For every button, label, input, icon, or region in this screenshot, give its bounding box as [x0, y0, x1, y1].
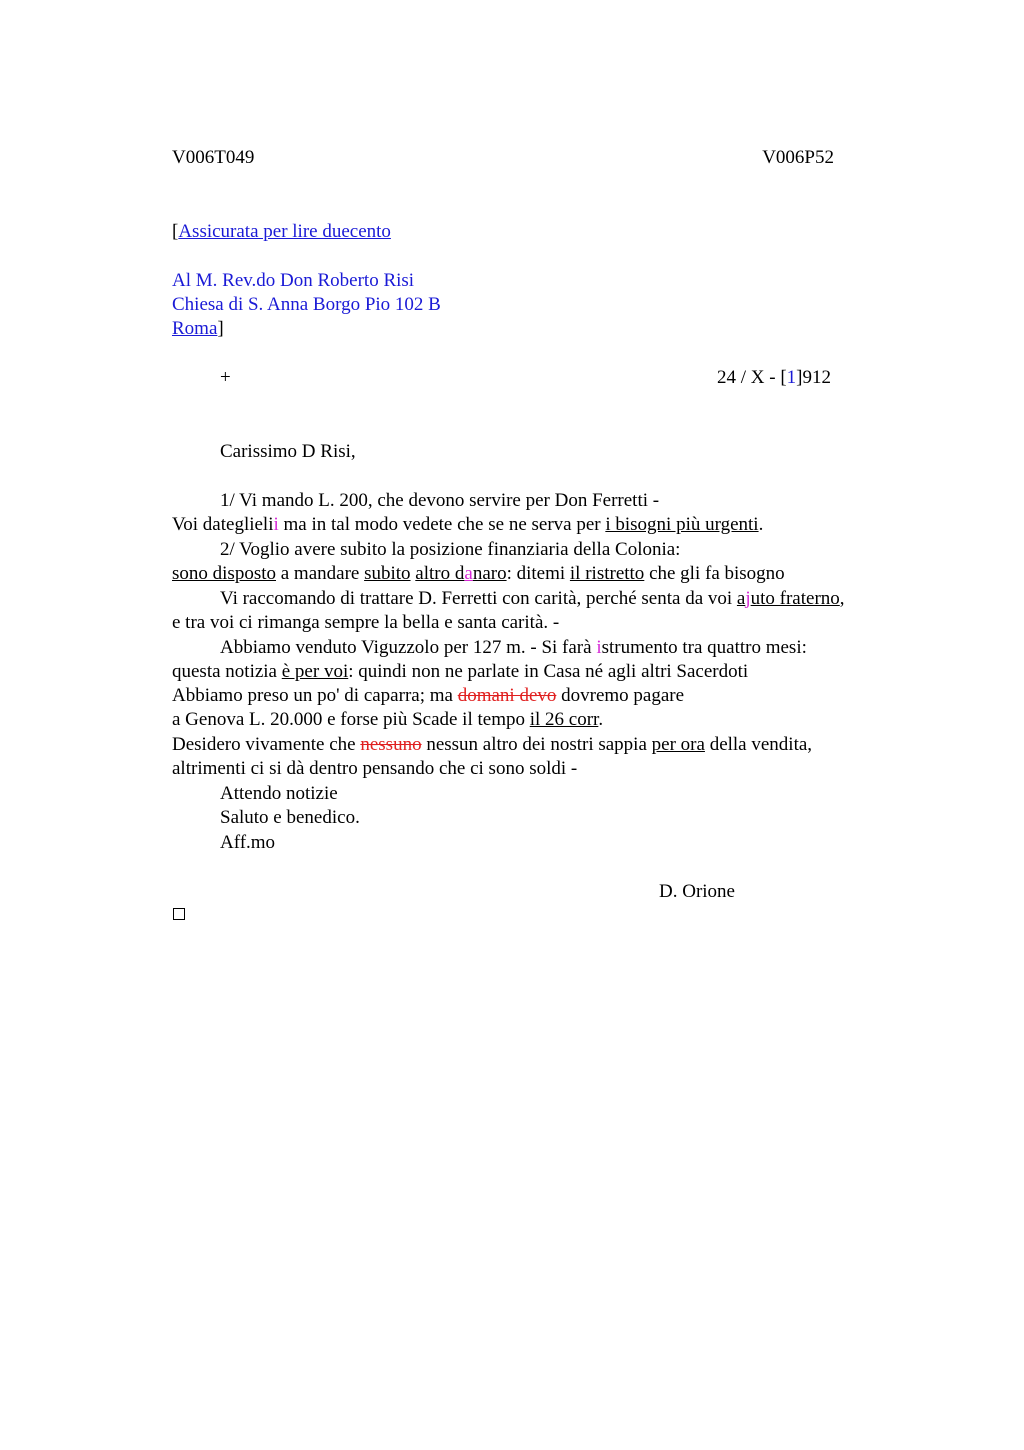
text-span: a Genova L. 20.000 e forse più Scade il tempo: [172, 709, 530, 730]
underlined-span: altro d: [415, 563, 465, 584]
underlined-span: uto fraterno: [750, 588, 840, 609]
header-right-code: V006P52: [762, 147, 834, 168]
text-span: della vendita,: [704, 734, 813, 755]
body-line-1: 1/ Vi mando L. 200, che devono servire per Don Ferretti -: [220, 490, 660, 511]
underlined-span: subito: [364, 563, 411, 584]
date-restored-digit: 1: [786, 367, 797, 388]
body-line-5: [220, 587, 845, 611]
closing-line-2: Saluto e benedico.: [220, 807, 360, 828]
deleted-span: domani devo: [457, 685, 557, 706]
text-span: : quindi non ne parlate in Casa né agli altri Sacerdoti: [348, 661, 749, 682]
body-line-12: altrimenti ci si dà dentro pensando che ci sono soldi -: [172, 758, 578, 779]
text-span: nessun altro dei nostri sappia: [421, 734, 652, 755]
text-span: : ditemi: [506, 563, 570, 584]
end-square-icon: [173, 908, 185, 920]
open-bracket: [: [172, 221, 179, 242]
text-span: .: [758, 514, 764, 535]
text-span: ma in tal modo vedete che se ne serva per: [278, 514, 606, 535]
envelope-city-line: [172, 317, 224, 341]
body-line-6: e tra voi ci rimanga sempre la bella e santa carità. -: [172, 612, 560, 633]
text-span: Abbiamo preso un po' di caparra; ma: [172, 685, 458, 706]
underlined-span: il 26 corr: [529, 709, 599, 730]
insured-note: Assicurata per lire duecento: [178, 221, 391, 242]
text-span: Voi dateglieli: [172, 514, 274, 535]
envelope-city: Roma: [172, 318, 218, 339]
close-bracket: ]: [217, 318, 224, 339]
underlined-span: a: [736, 588, 746, 609]
body-line-8: [172, 660, 748, 684]
body-line-2: [172, 513, 763, 537]
underlined-span: naro: [472, 563, 507, 584]
text-span: questa notizia: [172, 661, 282, 682]
signature: D. Orione: [659, 881, 735, 902]
text-span: dovremo pagare: [556, 685, 685, 706]
date-part-pre: 24 / X - [: [717, 367, 787, 388]
text-span: ,: [839, 588, 845, 609]
text-span: che gli fa bisogno: [644, 563, 785, 584]
underlined-span: i bisogni più urgenti: [605, 514, 759, 535]
text-span: Abbiamo venduto Viguzzolo per 127 m. - Si farà: [220, 637, 597, 658]
text-span: .: [598, 709, 604, 730]
cross-mark: +: [220, 367, 231, 388]
deleted-span: nessuno: [360, 734, 422, 755]
insertion-span: i: [273, 514, 279, 535]
envelope-addressee: Al M. Rev.do Don Roberto Risi: [172, 270, 415, 291]
date-part-post: ]912: [796, 367, 831, 388]
header-left-code: V006T049: [172, 147, 255, 168]
text-span: a mandare: [276, 563, 365, 584]
body-line-9: [172, 684, 684, 708]
underlined-span: il ristretto: [569, 563, 645, 584]
text-span: strumento tra quattro mesi:: [601, 637, 807, 658]
envelope-address: Chiesa di S. Anna Borgo Pio 102 B: [172, 294, 441, 315]
underlined-span: sono disposto: [172, 563, 276, 584]
envelope-insured-line: [172, 220, 391, 244]
body-line-3: 2/ Voglio avere subito la posizione finanziaria della Colonia:: [220, 539, 681, 560]
body-line-11: [172, 733, 812, 757]
letter-date: [717, 366, 831, 390]
underlined-span: per ora: [651, 734, 705, 755]
closing-line-1: Attendo notizie: [220, 783, 338, 804]
text-span: Vi raccomando di trattare D. Ferretti con carità, perché senta da voi: [220, 588, 737, 609]
insertion-span: i: [596, 637, 602, 658]
insertion-span: j: [745, 588, 751, 609]
underlined-span: è per voi: [281, 661, 349, 682]
text-span: Desidero vivamente che: [172, 734, 361, 755]
insertion-span: a: [464, 563, 473, 584]
closing-line-3: Aff.mo: [220, 832, 276, 853]
salutation: Carissimo D Risi,: [220, 441, 356, 462]
body-line-4: [172, 562, 785, 586]
body-line-7: [220, 636, 807, 660]
body-line-10: [172, 708, 603, 732]
